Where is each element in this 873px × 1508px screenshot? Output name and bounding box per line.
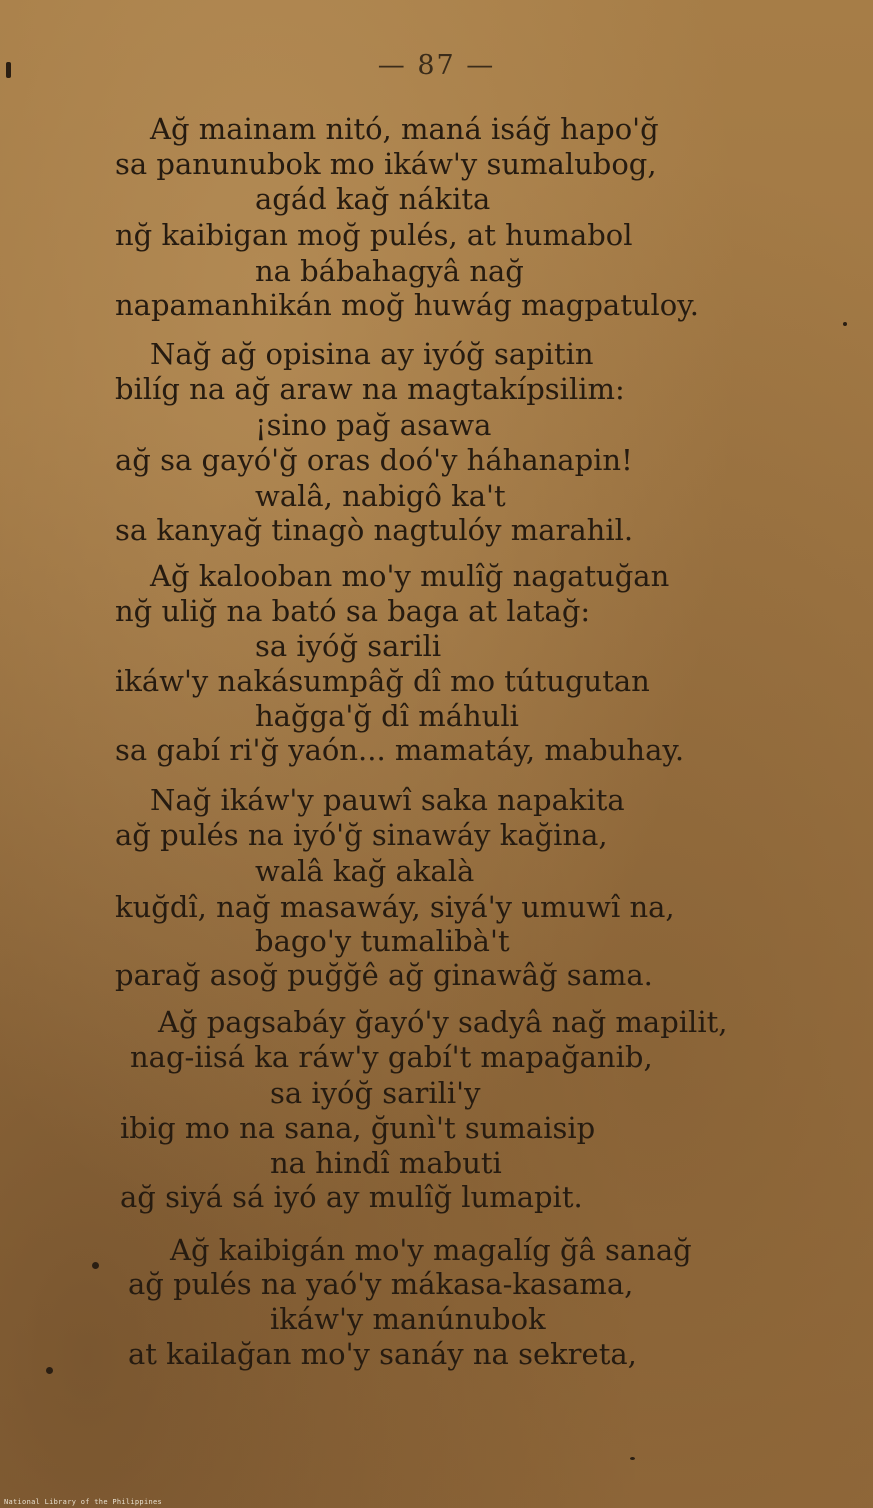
- verse-line: Ağ kaibigán mo'y magalíg ğâ sanağ: [170, 1233, 692, 1267]
- verse-line: ¡sino pağ asawa: [255, 408, 492, 442]
- verse-line: ibig mo na sana, ğunì't sumaisip: [120, 1111, 596, 1145]
- verse-line: parağ asoğ puğğê ağ ginawâğ sama.: [115, 958, 653, 992]
- verse-line: ağ pulés na iyó'ğ sinawáy kağina,: [115, 818, 608, 852]
- verse-line: ağ sa gayó'ğ oras doó'y háhanapin!: [115, 443, 633, 477]
- verse-line: sa panunubok mo ikáw'y sumalubog,: [115, 147, 657, 181]
- verse-line: Ağ mainam nitó, maná isáğ hapo'ğ: [150, 112, 659, 146]
- verse-line: bago'y tumalibà't: [255, 924, 510, 958]
- verse-line: walâ kağ akalà: [255, 854, 475, 888]
- ink-speck: [92, 1262, 99, 1269]
- verse-line: ağ pulés na yaó'y mákasa-kasama,: [128, 1267, 634, 1301]
- verse-line: agád kağ nákita: [255, 182, 491, 216]
- verse-line: Ağ pagsabáy ğayó'y sadyâ nağ mapilit,: [158, 1005, 728, 1039]
- verse-line: hağga'ğ dî máhuli: [255, 699, 519, 733]
- verse-line: sa gabí ri'ğ yaón... mamatáy, mabuhay.: [115, 733, 685, 767]
- verse-line: sa kanyağ tinagò nagtulóy marahil.: [115, 513, 634, 547]
- verse-line: nag-iisá ka ráw'y gabí't mapağanib,: [130, 1040, 653, 1074]
- ink-speck: [6, 62, 11, 78]
- verse-line: na bábahagyâ nağ: [255, 254, 524, 288]
- verse-line: nğ kaibigan moğ pulés, at humabol: [115, 218, 633, 252]
- verse-line: nğ uliğ na bató sa baga at latağ:: [115, 594, 591, 628]
- verse-line: ağ siyá sá iyó ay mulîğ lumapit.: [120, 1180, 583, 1214]
- verse-line: at kailağan mo'y sanáy na sekreta,: [128, 1337, 637, 1371]
- ink-speck: [630, 1457, 635, 1460]
- page-number: — 87 —: [377, 50, 496, 81]
- verse-line: sa iyóğ sarili'y: [270, 1076, 481, 1110]
- ink-speck: [843, 322, 847, 326]
- verse-line: ikáw'y nakásumpâğ dî mo tútugutan: [115, 664, 650, 698]
- verse-line: walâ, nabigô ka't: [255, 479, 506, 513]
- verse-line: sa iyóğ sarili: [255, 629, 442, 663]
- verse-line: Nağ ağ opisina ay iyóğ sapitin: [150, 337, 594, 371]
- library-credit: National Library of the Philippines: [4, 1498, 163, 1506]
- verse-line: napamanhikán moğ huwág magpatuloy.: [115, 288, 700, 322]
- verse-line: Ağ kalooban mo'y mulîğ nagatuğan: [150, 559, 670, 593]
- verse-line: kuğdî, nağ masawáy, siyá'y umuwî na,: [115, 890, 675, 924]
- verse-line: Nağ ikáw'y pauwî saka napakita: [150, 783, 625, 817]
- verse-line: bilíg na ağ araw na magtakípsilim:: [115, 372, 625, 406]
- verse-line: na hindî mabuti: [270, 1146, 502, 1180]
- verse-line: ikáw'y manúnubok: [270, 1302, 546, 1336]
- ink-speck: [46, 1367, 53, 1374]
